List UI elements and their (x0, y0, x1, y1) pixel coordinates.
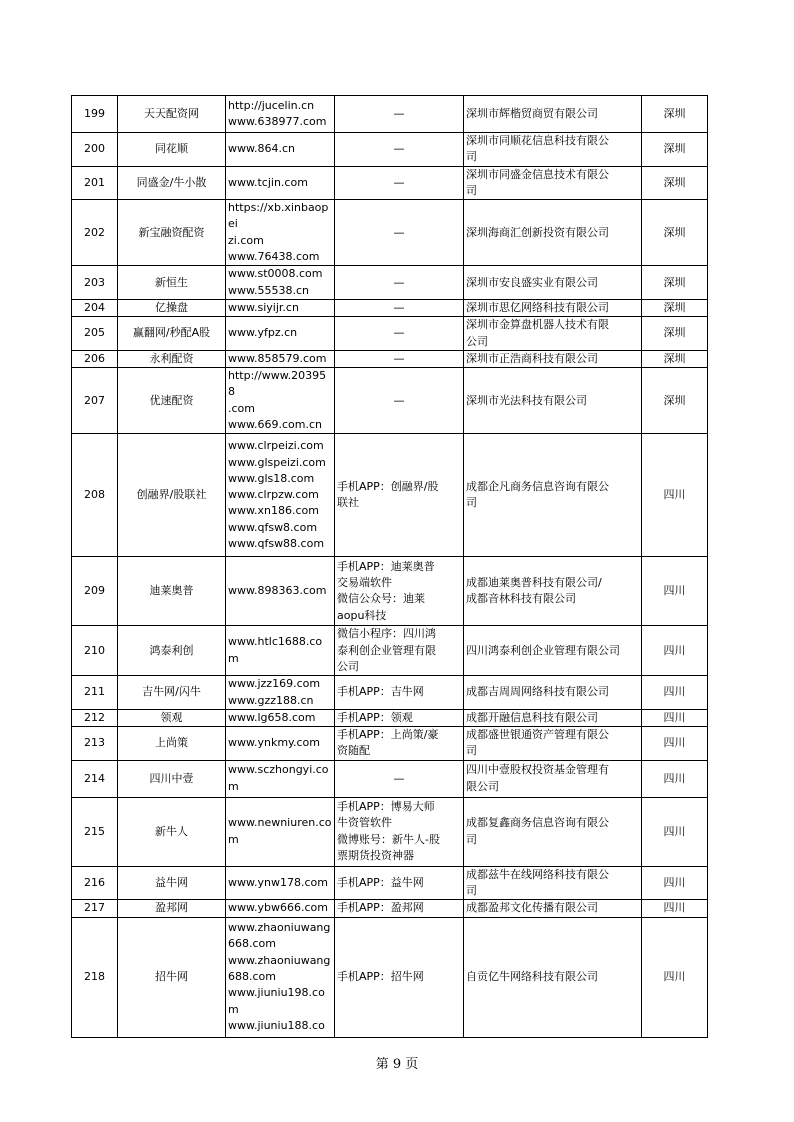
company-cell (464, 917, 642, 1037)
region-cell: 深圳 (642, 350, 708, 367)
app-cell-line: — (393, 275, 405, 289)
row-number: 204 (72, 299, 118, 316)
row-number: 218 (72, 917, 118, 1037)
website-cell-line: www.55538.cn (228, 283, 309, 297)
app-cell-line: — (393, 771, 405, 785)
row-number: 214 (72, 760, 118, 797)
company-cell-line: 司 (466, 884, 477, 898)
row-number: 213 (72, 727, 118, 761)
app-cell-line: — (393, 106, 405, 120)
region-cell: 深圳 (642, 266, 708, 300)
region-cell: 深圳 (642, 96, 708, 133)
table-row (72, 350, 708, 367)
company-cell-line: 自贡亿牛网络科技有限公司 (466, 969, 598, 983)
company-cell (464, 866, 642, 900)
website-cell-line: m (228, 1002, 239, 1016)
table-row (72, 760, 708, 797)
company-cell (464, 557, 642, 626)
row-number: 199 (72, 96, 118, 133)
website-cell-line: www.lg658.com (228, 710, 316, 724)
app-cell-line: 手机APP：上尚策/豪 (337, 728, 439, 742)
platform-name: 同花顺 (118, 133, 226, 167)
company-cell (464, 166, 642, 200)
website-cell-line: 688.com (228, 969, 276, 983)
company-cell (464, 96, 642, 133)
website-cell (226, 266, 335, 300)
website-cell (226, 917, 335, 1037)
company-cell-line: 深圳市辉楷贸商贸有限公司 (466, 106, 598, 120)
platform-name: 鸿泰利创 (118, 626, 226, 676)
region-cell: 四川 (642, 866, 708, 900)
row-number: 209 (72, 557, 118, 626)
table-row (72, 317, 708, 351)
region-cell: 四川 (642, 709, 708, 726)
platform-name: 优速配资 (118, 368, 226, 434)
website-cell-line: www.669.com.cn (228, 418, 322, 432)
platform-name: 领观 (118, 709, 226, 726)
app-cell-line: 手机APP：迪莱奥普 (337, 559, 435, 573)
website-cell-line: www.qfsw8.com (228, 520, 318, 534)
table-row (72, 368, 708, 434)
region-cell: 四川 (642, 557, 708, 626)
row-number: 210 (72, 626, 118, 676)
app-cell-line: 手机APP：创融界/股 (337, 480, 439, 494)
company-cell (464, 368, 642, 434)
app-cell (335, 797, 464, 866)
website-cell (226, 727, 335, 761)
app-cell-line: aopu科技 (337, 608, 387, 622)
app-cell-line: 微信公众号：迪莱 (337, 592, 425, 606)
app-cell-line: — (393, 225, 405, 239)
app-cell-line: 手机APP：吉牛网 (337, 685, 424, 699)
app-cell-line: — (393, 300, 405, 314)
app-cell-line: — (393, 175, 405, 189)
platform-name: 创融界/股联社 (118, 434, 226, 557)
website-cell (226, 350, 335, 367)
company-cell (464, 299, 642, 316)
website-cell (226, 368, 335, 434)
website-cell-line: www.glspeizi.com (228, 455, 326, 469)
app-cell (335, 727, 464, 761)
row-number: 205 (72, 317, 118, 351)
website-cell-line: www.yfpz.cn (228, 326, 298, 340)
table-row (72, 133, 708, 167)
row-number: 211 (72, 676, 118, 710)
website-cell-line: www.htlc1688.com (228, 635, 323, 665)
app-cell (335, 676, 464, 710)
company-cell-line: 司 (466, 744, 477, 758)
app-cell (335, 266, 464, 300)
row-number: 208 (72, 434, 118, 557)
app-cell (335, 166, 464, 200)
company-cell-line: 成都吉周周网络科技有限公司 (466, 685, 609, 699)
company-cell-line: 司 (466, 183, 477, 197)
website-cell-line: www.ybw666.com (228, 901, 328, 915)
table-row (72, 917, 708, 1037)
platform-name: 永利配资 (118, 350, 226, 367)
platform-name: 新宝融资配资 (118, 200, 226, 266)
table-row (72, 900, 708, 917)
app-cell (335, 434, 464, 557)
website-cell (226, 557, 335, 626)
app-cell-line: — (393, 351, 405, 365)
company-cell (464, 797, 642, 866)
website-cell (226, 200, 335, 266)
website-cell (226, 797, 335, 866)
region-cell: 四川 (642, 917, 708, 1037)
table-row (72, 166, 708, 200)
row-number: 217 (72, 900, 118, 917)
website-cell-line: www.76438.com (228, 250, 320, 264)
app-cell (335, 866, 464, 900)
app-cell (335, 626, 464, 676)
company-cell-line: 深圳市同盛金信息技术有限公 (466, 167, 609, 181)
app-cell-line: 手机APP：招牛网 (337, 969, 424, 983)
region-cell: 深圳 (642, 368, 708, 434)
company-cell (464, 434, 642, 557)
app-cell (335, 96, 464, 133)
company-cell-line: 四川鸿泰利创企业管理有限公司 (466, 643, 620, 657)
region-cell: 深圳 (642, 200, 708, 266)
app-cell (335, 557, 464, 626)
company-cell-line: 司 (466, 832, 477, 846)
company-cell-line: 公司 (466, 334, 488, 348)
website-cell-line: www.st0008.com (228, 267, 323, 281)
company-cell (464, 200, 642, 266)
company-cell-line: 成都盛世银通资产管理有限公 (466, 728, 609, 742)
app-cell-line: — (393, 326, 405, 340)
website-cell (226, 900, 335, 917)
app-cell (335, 900, 464, 917)
app-cell (335, 709, 464, 726)
company-cell-line: 深圳市金算盘机器人技术有限 (466, 318, 609, 332)
app-cell-line: 手机APP：博易大师 (337, 800, 435, 814)
website-cell (226, 676, 335, 710)
company-cell-line: 成都迪莱奥普科技有限公司/ (466, 576, 602, 590)
app-cell-line: — (393, 393, 405, 407)
row-number: 207 (72, 368, 118, 434)
app-cell-line: 公司 (337, 659, 359, 673)
table-row (72, 709, 708, 726)
app-cell-line: 交易端软件 (337, 576, 392, 590)
row-number: 202 (72, 200, 118, 266)
platform-name: 赢翻网/秒配A股 (118, 317, 226, 351)
company-cell-line: 成都开融信息科技有限公司 (466, 710, 598, 724)
website-cell-line: www.tcjin.com (228, 175, 308, 189)
app-cell-line: — (393, 142, 405, 156)
company-cell-line: 深圳市安良盛实业有限公司 (466, 275, 598, 289)
website-cell (226, 626, 335, 676)
website-cell-line: http://www.203958 (228, 369, 327, 399)
company-cell (464, 709, 642, 726)
table-row (72, 727, 708, 761)
app-cell (335, 368, 464, 434)
website-cell (226, 299, 335, 316)
region-cell: 深圳 (642, 133, 708, 167)
website-cell-line: www.ynkmy.com (228, 736, 320, 750)
app-cell-line: 手机APP：领观 (337, 710, 413, 724)
company-cell-line: 成都兹牛在线网络科技有限公 (466, 867, 609, 881)
website-cell-line: www.gzz188.cn (228, 693, 314, 707)
table-row (72, 676, 708, 710)
platform-name: 迪莱奥普 (118, 557, 226, 626)
region-cell: 四川 (642, 626, 708, 676)
platform-name: 招牛网 (118, 917, 226, 1037)
platform-name: 同盛金/牛小散 (118, 166, 226, 200)
row-number: 206 (72, 350, 118, 367)
platform-name: 四川中壹 (118, 760, 226, 797)
app-cell (335, 917, 464, 1037)
row-number: 215 (72, 797, 118, 866)
company-cell-line: 成都复鑫商务信息咨询有限公 (466, 816, 609, 830)
company-cell-line: 深圳海商汇创新投资有限公司 (466, 225, 609, 239)
company-cell-line: 司 (466, 496, 477, 510)
app-cell-line: 微信小程序：四川鸿 (337, 627, 436, 641)
row-number: 203 (72, 266, 118, 300)
table-row (72, 266, 708, 300)
website-cell-line: www.zhaoniuwang (228, 953, 331, 967)
table-row (72, 866, 708, 900)
website-cell-line: www.newniuren.co (228, 816, 332, 830)
platform-name: 新恒生 (118, 266, 226, 300)
app-cell-line: 泰利创企业管理有限 (337, 643, 436, 657)
region-cell: 四川 (642, 797, 708, 866)
app-cell-line: 手机APP：益牛网 (337, 875, 424, 889)
company-cell (464, 900, 642, 917)
company-cell-line: 深圳市同顺花信息科技有限公 (466, 134, 609, 147)
website-cell (226, 166, 335, 200)
table-row (72, 797, 708, 866)
company-cell (464, 317, 642, 351)
website-cell-line: zi.com (228, 233, 264, 247)
table-row (72, 557, 708, 626)
website-cell-line: www.864.cn (228, 142, 295, 156)
region-cell: 四川 (642, 727, 708, 761)
platform-name: 上尚策 (118, 727, 226, 761)
app-cell (335, 133, 464, 167)
region-cell: 四川 (642, 900, 708, 917)
website-cell-line: www.jiuniu198.co (228, 986, 325, 1000)
company-cell-line: 成都音林科技有限公司 (466, 592, 576, 606)
company-cell-line: 成都盈邦文化传播有限公司 (466, 901, 598, 915)
table-row (72, 626, 708, 676)
table-row (72, 96, 708, 133)
website-cell-line: www.zhaoniuwang (228, 921, 331, 935)
website-cell-line: www.898363.com (228, 584, 327, 598)
region-cell: 深圳 (642, 317, 708, 351)
app-cell (335, 200, 464, 266)
app-cell (335, 350, 464, 367)
app-cell (335, 317, 464, 351)
table-row (72, 299, 708, 316)
company-cell (464, 760, 642, 797)
company-cell-line: 限公司 (466, 779, 499, 793)
website-cell-line: www.jiuniu188.co (228, 1018, 325, 1032)
region-cell: 深圳 (642, 299, 708, 316)
website-cell-line: www.xn186.com (228, 504, 319, 518)
platform-name: 新牛人 (118, 797, 226, 866)
website-cell (226, 133, 335, 167)
company-cell-line: 四川中壹股权投资基金管理有 (466, 763, 609, 777)
website-cell-line: www.gls18.com (228, 471, 315, 485)
website-cell (226, 866, 335, 900)
website-cell-line: www.qfsw88.com (228, 537, 325, 551)
company-cell-line: 深圳市光法科技有限公司 (466, 393, 587, 407)
company-cell (464, 727, 642, 761)
website-cell-line: www.clrpzw.com (228, 488, 319, 502)
website-cell-line: www.638977.com (228, 115, 327, 128)
page-number: 第 9 页 (375, 1057, 419, 1072)
region-cell: 深圳 (642, 166, 708, 200)
website-cell-line: .com (228, 401, 255, 415)
row-number: 212 (72, 709, 118, 726)
platform-name: 盈邦网 (118, 900, 226, 917)
website-cell-line: www.858579.com (228, 351, 327, 365)
app-cell-line: 票期货投资神器 (337, 849, 414, 863)
company-cell-line: 司 (466, 150, 477, 164)
platform-name: 益牛网 (118, 866, 226, 900)
company-cell (464, 626, 642, 676)
company-list-table (71, 95, 708, 1038)
region-cell: 四川 (642, 434, 708, 557)
website-cell-line: 668.com (228, 937, 276, 951)
platform-name: 吉牛网/闪牛 (118, 676, 226, 710)
table-row (72, 434, 708, 557)
app-cell-line: 牛资管软件 (337, 816, 392, 830)
table-body (72, 96, 708, 1038)
company-cell-line: 成都企凡商务信息咨询有限公 (466, 480, 609, 494)
region-cell: 四川 (642, 676, 708, 710)
company-cell (464, 676, 642, 710)
row-number: 216 (72, 866, 118, 900)
website-cell-line: www.jzz169.com (228, 677, 321, 691)
website-cell-line: www.sczhongyi.co (228, 763, 329, 777)
region-cell: 四川 (642, 760, 708, 797)
app-cell-line: 资随配 (337, 744, 370, 758)
platform-name: 天天配资网 (118, 96, 226, 133)
platform-name: 亿操盘 (118, 299, 226, 316)
website-cell (226, 434, 335, 557)
website-cell (226, 96, 335, 133)
company-cell (464, 133, 642, 167)
app-cell-line: 联社 (337, 496, 359, 510)
website-cell (226, 709, 335, 726)
website-cell-line: https://xb.xinbaopei (228, 201, 329, 231)
company-cell-line: 深圳市正浩商科技有限公司 (466, 351, 598, 365)
company-cell-line: 深圳市思亿网络科技有限公司 (466, 300, 609, 314)
website-cell-line: m (228, 832, 239, 846)
website-cell-line: http://jucelin.cn (228, 98, 315, 112)
website-cell-line: www.siyijr.cn (228, 300, 299, 314)
app-cell (335, 299, 464, 316)
website-cell-line: www.ynw178.com (228, 875, 328, 889)
website-cell-line: www.clrpeizi.com (228, 439, 324, 453)
website-cell (226, 760, 335, 797)
website-cell (226, 317, 335, 351)
row-number: 201 (72, 166, 118, 200)
app-cell-line: 微博账号：新牛人-股 (337, 832, 440, 846)
app-cell (335, 760, 464, 797)
table-row (72, 200, 708, 266)
company-cell (464, 266, 642, 300)
website-cell-line: m (228, 779, 239, 793)
app-cell-line: 手机APP：盈邦网 (337, 901, 424, 915)
company-cell (464, 350, 642, 367)
row-number: 200 (72, 133, 118, 167)
